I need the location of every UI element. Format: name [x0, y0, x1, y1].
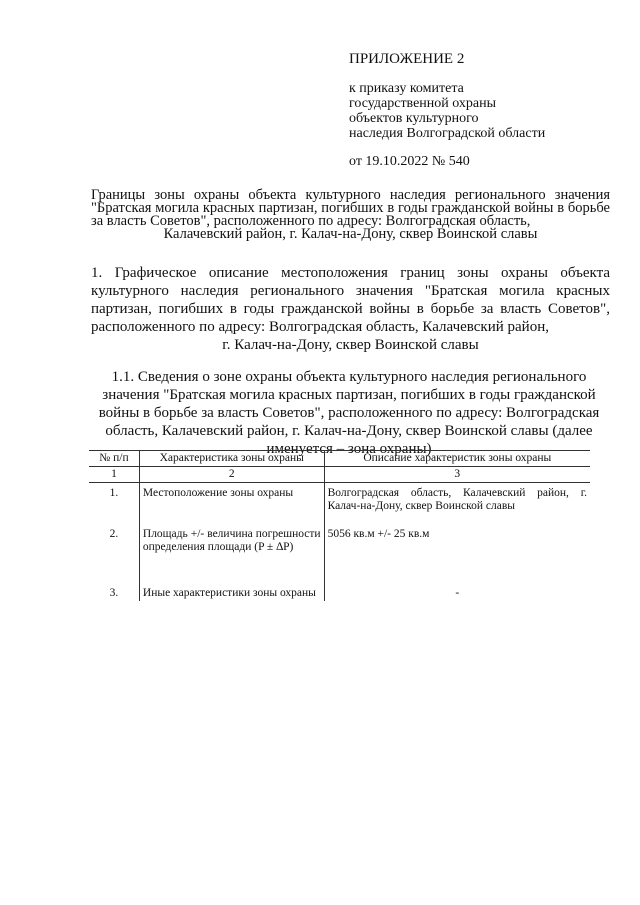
column-number: 1 [89, 467, 139, 483]
appendix-title: ПРИЛОЖЕНИЕ 2 [349, 51, 465, 67]
table-row [89, 585, 590, 601]
section-1 [91, 264, 610, 354]
row-description: 5056 кв.м +/- 25 кв.м [324, 526, 590, 585]
row-characteristic: Иные характеристики зоны охраны [139, 585, 324, 601]
table-row [89, 483, 590, 527]
header-number: № п/п [89, 451, 139, 467]
appendix-line: к приказу комитета [349, 81, 464, 96]
section-1-address: г. Калач-на-Дону, сквер Воинской славы [222, 337, 479, 353]
appendix-order-lines [349, 81, 619, 141]
section-1-text: 1. Графическое описание местоположения границ зоны охраны объекта культурного наследия регионального значения "Братская могила красных партизан, погибших в годы гражданской войны в борьбе за власть Советов", расположенного по адресу: Волгоградская область, Калачевский район, [91, 265, 610, 335]
document-heading [91, 189, 610, 241]
heading-address: Калачевский район, г. Калач-на-Дону, сквер Воинской славы [163, 226, 538, 242]
row-characteristic: Местоположение зоны охраны [139, 483, 324, 527]
row-number: 2. [109, 528, 119, 540]
header-characteristic: Характеристика зоны охраны [139, 451, 324, 467]
zone-table [89, 450, 590, 601]
heading-text: Границы зоны охраны объекта культурного наследия регионального значения "Братская могила красных партизан, погибших в годы гражданской войны в борьбе за власть Советов", расположенного по адресу: Волгоградская область, [91, 187, 610, 229]
header-description: Описание характеристик зоны охраны [324, 451, 590, 467]
appendix-date: от 19.10.2022 № 540 [349, 154, 470, 169]
appendix-line: объектов культурного [349, 111, 479, 126]
row-characteristic: Площадь +/- величина погрешности определения площади (P ± ∆P) [139, 526, 324, 585]
table-header-row [89, 451, 590, 467]
appendix-line: государственной охраны [349, 96, 497, 111]
row-number: 1. [109, 487, 119, 499]
row-description: Волгоградская область, Калачевский район, г. Калач-на-Дону, сквер Воинской славы [324, 483, 590, 527]
column-number: 3 [324, 467, 590, 483]
table-number-row [89, 467, 590, 483]
row-description: - [324, 585, 590, 601]
column-number: 2 [139, 467, 324, 483]
row-number: 3. [109, 587, 119, 599]
table-row [89, 526, 590, 585]
appendix-block [349, 52, 619, 169]
appendix-line: наследия Волгоградской области [349, 126, 546, 141]
section-1-1: 1.1. Сведения о зоне охраны объекта культурного наследия регионального значения "Братская могила красных партизан, погибших в годы гражданской войны в борьбе за власть Советов", расположенного по адресу: Волгоградская область, Калачевский район, г. Калач-на-Дону, сквер Воинской славы (далее именуется – зона охраны) [98, 369, 600, 457]
